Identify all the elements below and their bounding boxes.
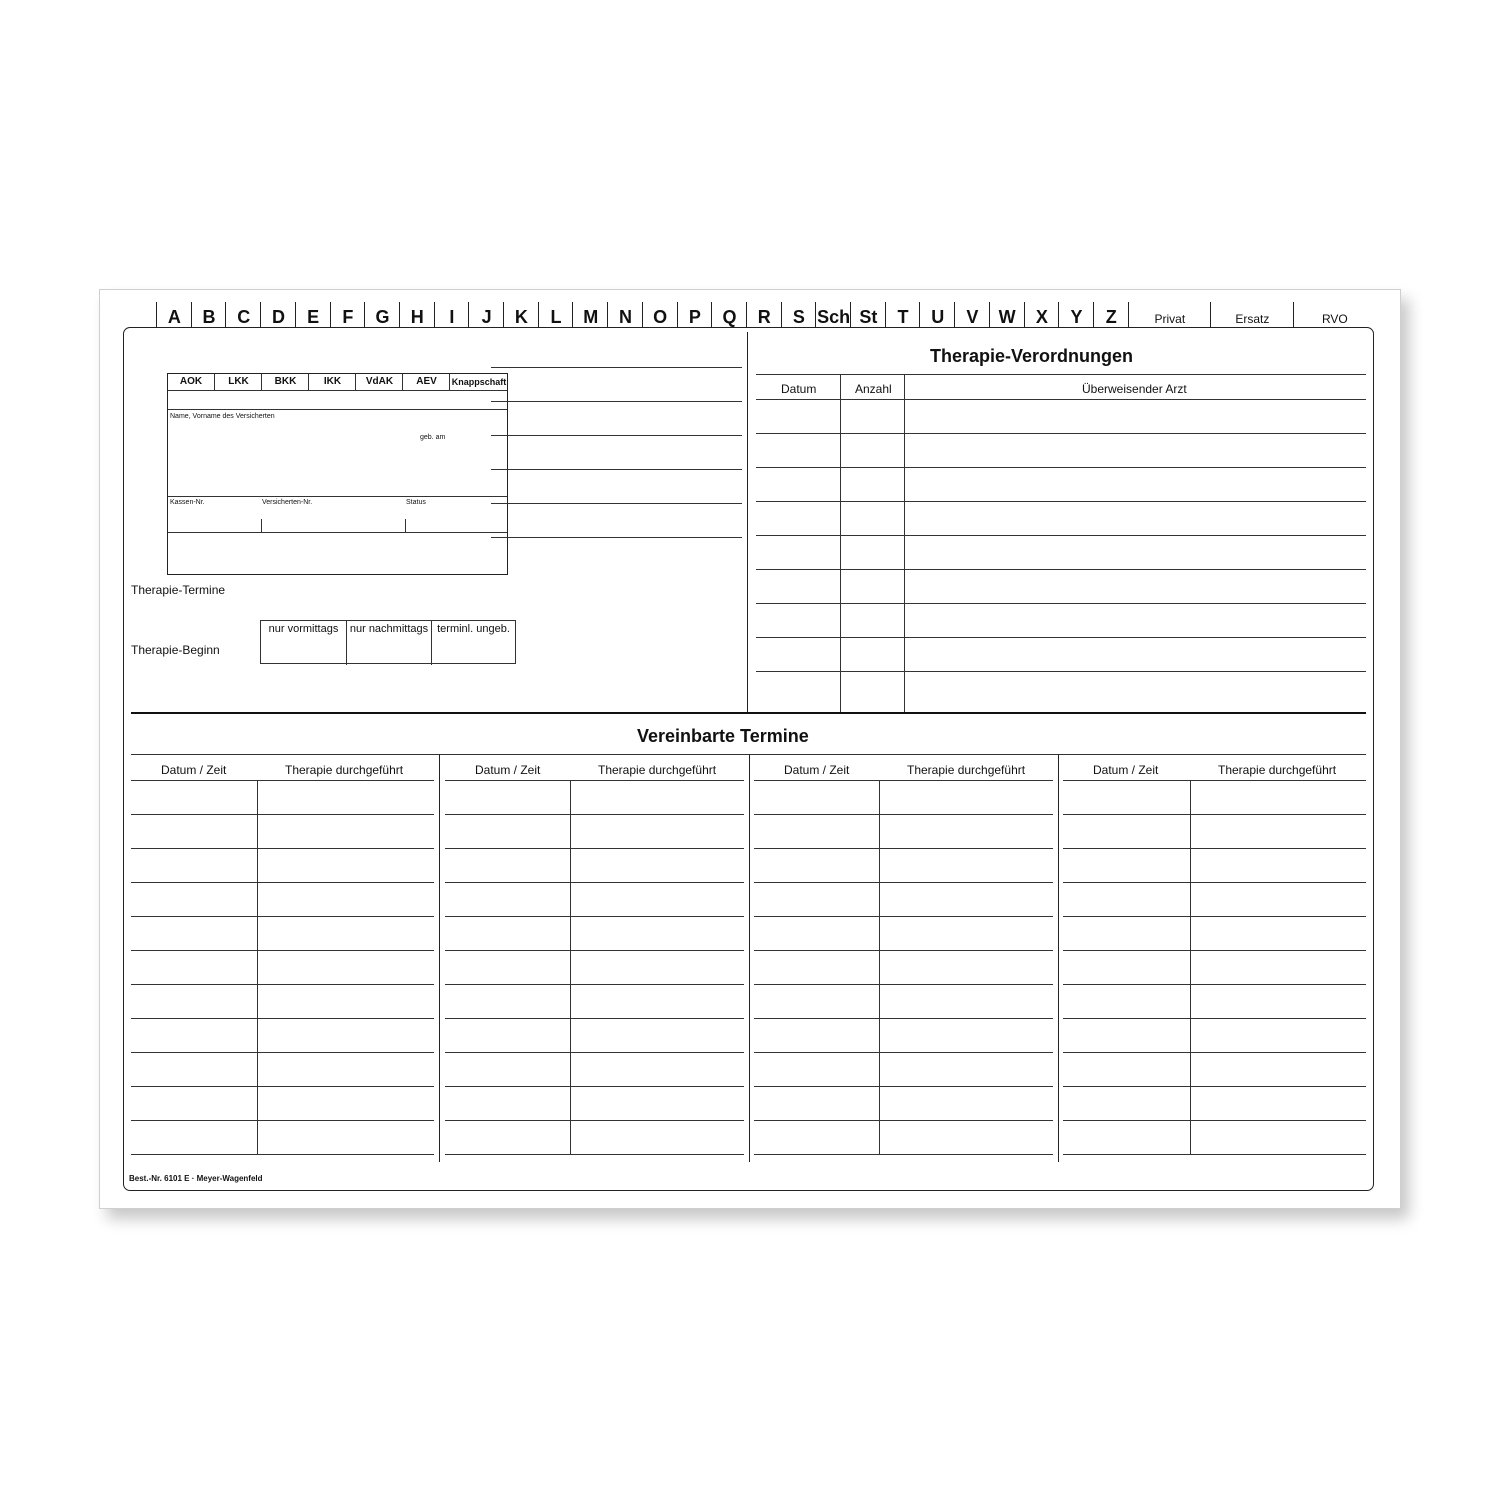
prescription-row-line: [756, 603, 1366, 604]
prescriptions-title: Therapie-Verordnungen: [930, 346, 1134, 366]
insurance-fund-knappschaft[interactable]: Knappschaft: [449, 374, 508, 390]
prescription-row-line: [756, 671, 1366, 672]
appointment-header-date-1: Datum / Zeit: [161, 763, 227, 777]
index-tab-st[interactable]: St: [850, 302, 886, 328]
prescriptions-header-doctor: Überweisender Arzt: [1082, 382, 1187, 396]
index-tab-f[interactable]: F: [330, 302, 366, 328]
insurance-fund-ikk[interactable]: IKK: [308, 374, 356, 390]
index-tab-w[interactable]: W: [989, 302, 1025, 328]
appointment-row-line: [754, 1154, 1053, 1155]
appointment-header-date-4: Datum / Zeit: [1093, 763, 1159, 777]
index-tab-sch[interactable]: Sch: [815, 302, 851, 328]
index-tab-d[interactable]: D: [260, 302, 296, 328]
appointment-block-separator: [1058, 754, 1059, 1162]
appointment-row-line: [754, 1052, 1053, 1053]
appointments-title: Vereinbarte Termine: [637, 726, 809, 746]
appointment-row-line: [445, 1018, 744, 1019]
appointment-row-line: [1063, 916, 1366, 917]
index-tab-m[interactable]: M: [572, 302, 608, 328]
index-tab-a[interactable]: A: [156, 302, 192, 328]
appointment-row-line: [754, 1120, 1053, 1121]
appointment-row-line: [131, 780, 434, 781]
kassen-nr-label: Kassen-Nr.: [170, 499, 205, 506]
appointment-row-line: [754, 916, 1053, 917]
appointment-row-line: [754, 780, 1053, 781]
appointment-block-separator: [749, 754, 750, 1162]
prescriptions-header-date: Datum: [781, 382, 817, 396]
appointment-column-divider: [879, 780, 880, 1154]
index-tab-v[interactable]: V: [954, 302, 990, 328]
index-tab-c[interactable]: C: [225, 302, 261, 328]
appointment-row-line: [131, 1052, 434, 1053]
appointment-row-line: [131, 1154, 434, 1155]
insurance-fund-vdak[interactable]: VdAK: [355, 374, 403, 390]
insurance-fund-bkk[interactable]: BKK: [261, 374, 309, 390]
appointment-row-line: [445, 848, 744, 849]
status-label: Status: [406, 499, 426, 506]
category-tab-rvo[interactable]: RVO: [1293, 302, 1377, 328]
appointment-row-line: [1063, 1120, 1366, 1121]
birth-label: geb. am: [420, 434, 446, 441]
insurance-fund-lkk[interactable]: LKK: [214, 374, 262, 390]
name-label: Name, Vorname des Versicherten: [170, 413, 275, 420]
appointment-row-line: [754, 1018, 1053, 1019]
index-tab-e[interactable]: E: [295, 302, 331, 328]
appointment-header-done-3: Therapie durchgeführt: [907, 763, 1026, 777]
index-tab-h[interactable]: H: [399, 302, 435, 328]
appointment-row-line: [1063, 1154, 1366, 1155]
therapy-begin-label: Therapie-Beginn: [131, 643, 220, 657]
therapy-dates-label: Therapie-Termine: [131, 583, 226, 597]
insurance-fund-row: [168, 374, 507, 390]
index-tab-i[interactable]: I: [434, 302, 470, 328]
versicherten-nr-label: Versicherten-Nr.: [262, 499, 313, 506]
form-frame: [123, 327, 1374, 1191]
record-card: [99, 289, 1401, 1209]
appointment-row-line: [754, 1086, 1053, 1087]
index-tab-p[interactable]: P: [677, 302, 713, 328]
appointment-row-line: [131, 882, 434, 883]
prescription-row-line: [756, 569, 1366, 570]
footer-order-number: Best.-Nr. 6101 E · Meyer-Wagenfeld: [129, 1174, 263, 1183]
appointment-column-divider: [257, 780, 258, 1154]
prescription-row-line: [756, 501, 1366, 502]
appointment-row-line: [131, 848, 434, 849]
therapy-option-1[interactable]: nur vormittags: [268, 623, 339, 635]
appointment-header-date-3: Datum / Zeit: [784, 763, 850, 777]
appointment-row-line: [445, 1052, 744, 1053]
appointment-row-line: [1063, 950, 1366, 951]
index-tab-z[interactable]: Z: [1093, 302, 1129, 328]
index-tab-l[interactable]: L: [538, 302, 574, 328]
index-tab-x[interactable]: X: [1024, 302, 1060, 328]
index-tab-g[interactable]: G: [364, 302, 400, 328]
appointment-row-line: [754, 814, 1053, 815]
appointment-row-line: [445, 916, 744, 917]
appointment-row-line: [754, 882, 1053, 883]
prescriptions-header-count: Anzahl: [855, 382, 892, 396]
appointment-header-date-2: Datum / Zeit: [475, 763, 541, 777]
therapy-option-3[interactable]: terminl. ungeb.: [431, 621, 515, 665]
appointment-column-divider: [570, 780, 571, 1154]
appointment-row-line: [131, 916, 434, 917]
appointment-header-done-2: Therapie durchgeführt: [598, 763, 717, 777]
appointment-row-line: [445, 1086, 744, 1087]
category-tab-privat[interactable]: Privat: [1128, 302, 1212, 328]
index-tab-y[interactable]: Y: [1058, 302, 1094, 328]
appointment-row-line: [1063, 984, 1366, 985]
appointment-row-line: [1063, 848, 1366, 849]
appointment-row-line: [131, 950, 434, 951]
therapy-time-options: [260, 620, 516, 664]
appointment-row-line: [1063, 1086, 1366, 1087]
appointment-row-line: [131, 814, 434, 815]
appointment-row-line: [1063, 1052, 1366, 1053]
appointment-column-divider: [1190, 780, 1191, 1154]
appointment-row-line: [445, 882, 744, 883]
category-tab-ersatz[interactable]: Ersatz: [1210, 302, 1294, 328]
appointment-row-line: [131, 984, 434, 985]
insurance-fund-aok[interactable]: AOK: [179, 376, 203, 387]
index-tab-s[interactable]: S: [781, 302, 817, 328]
prescription-row-line: [756, 535, 1366, 536]
appointment-row-line: [1063, 814, 1366, 815]
index-tab-t[interactable]: T: [885, 302, 921, 328]
index-tab-r[interactable]: R: [746, 302, 782, 328]
appointment-row-line: [445, 780, 744, 781]
appointment-row-line: [1063, 1018, 1366, 1019]
appointment-row-line: [754, 984, 1053, 985]
appointment-row-line: [445, 984, 744, 985]
appointment-row-line: [754, 950, 1053, 951]
appointment-row-line: [445, 1120, 744, 1121]
index-tab-j[interactable]: J: [468, 302, 504, 328]
appointment-row-line: [131, 1120, 434, 1121]
index-tab-k[interactable]: K: [503, 302, 539, 328]
appointment-block-separator: [439, 754, 440, 1162]
index-tab-o[interactable]: O: [642, 302, 678, 328]
prescription-row-line: [756, 467, 1366, 468]
index-tab-q[interactable]: Q: [711, 302, 747, 328]
appointment-row-line: [445, 1154, 744, 1155]
appointment-row-line: [754, 848, 1053, 849]
appointment-header-done-4: Therapie durchgeführt: [1218, 763, 1337, 777]
index-tab-n[interactable]: N: [607, 302, 643, 328]
appointment-row-line: [1063, 882, 1366, 883]
appointment-row-line: [131, 1018, 434, 1019]
appointment-header-done-1: Therapie durchgeführt: [285, 763, 404, 777]
therapy-option-2[interactable]: nur nachmittags: [346, 621, 431, 665]
appointment-row-line: [445, 950, 744, 951]
insurance-fund-aev[interactable]: AEV: [402, 374, 450, 390]
appointment-row-line: [1063, 780, 1366, 781]
prescription-row-line: [756, 637, 1366, 638]
index-tab-b[interactable]: B: [191, 302, 227, 328]
appointment-row-line: [131, 1086, 434, 1087]
index-tab-u[interactable]: U: [919, 302, 955, 328]
appointment-row-line: [445, 814, 744, 815]
prescription-row-line: [756, 433, 1366, 434]
insurance-box: [167, 373, 508, 575]
